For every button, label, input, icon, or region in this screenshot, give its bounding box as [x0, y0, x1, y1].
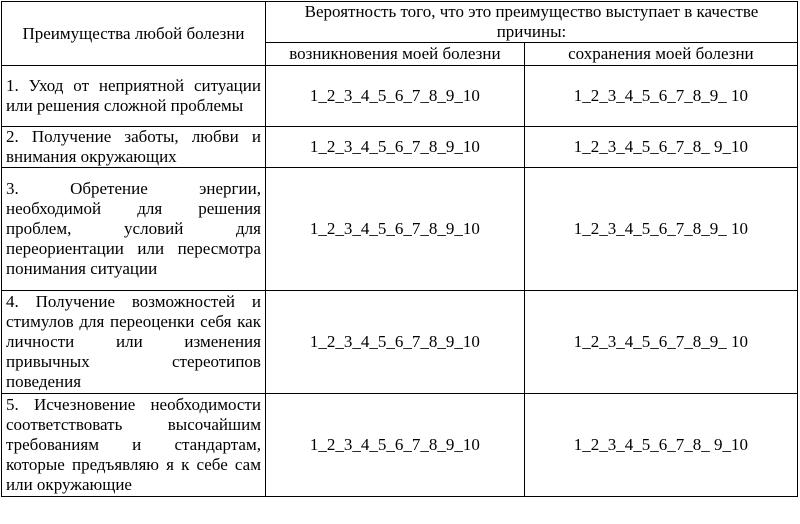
persistence-scale[interactable]: 1_2_3_4_5_6_7_8_9_ 10: [524, 168, 797, 291]
advantage-cell: 3. Обретение энергии, необходимой для решения проблем, условий для переориентации или пересмотра понимания ситуации: [2, 168, 266, 291]
header-persistence: сохранения моей болезни: [524, 43, 797, 66]
onset-scale[interactable]: 1_2_3_4_5_6_7_8_9_10: [265, 168, 524, 291]
header-advantages: Преимущества любой болезни: [2, 2, 266, 66]
header-probability: Вероятность того, что это преимущество выступает в качестве причины:: [265, 2, 797, 43]
onset-scale[interactable]: 1_2_3_4_5_6_7_8_9_10: [265, 66, 524, 127]
onset-scale[interactable]: 1_2_3_4_5_6_7_8_9_10: [265, 127, 524, 168]
advantage-cell: 2. Получение заботы, любви и внимания окружающих: [2, 127, 266, 168]
advantage-cell: 1. Уход от неприятной ситуации или решения сложной проблемы: [2, 66, 266, 127]
persistence-scale[interactable]: 1_2_3_4_5_6_7_8_ 9_10: [524, 127, 797, 168]
table-row: [2, 394, 798, 497]
persistence-scale[interactable]: 1_2_3_4_5_6_7_8_ 9_10: [524, 394, 797, 497]
table-row: [2, 291, 798, 394]
persistence-scale[interactable]: 1_2_3_4_5_6_7_8_9_ 10: [524, 291, 797, 394]
persistence-scale[interactable]: 1_2_3_4_5_6_7_8_9_ 10: [524, 66, 797, 127]
table-row: [2, 127, 798, 168]
header-row: [2, 2, 798, 43]
header-onset: возникновения моей болезни: [265, 43, 524, 66]
advantage-cell: 4. Получение возможностей и стимулов для переоценки себя как личности или изменения привычных стереотипов поведения: [2, 291, 266, 394]
survey-table: [1, 1, 798, 497]
advantage-cell: 5. Исчезновение необходимости соответствовать высочайшим требованиям и стандартам, которые предъявляю я к себе сам или окружающие: [2, 394, 266, 497]
table-row: [2, 66, 798, 127]
onset-scale[interactable]: 1_2_3_4_5_6_7_8_9_10: [265, 394, 524, 497]
onset-scale[interactable]: 1_2_3_4_5_6_7_8_9_10: [265, 291, 524, 394]
table-row: [2, 168, 798, 291]
